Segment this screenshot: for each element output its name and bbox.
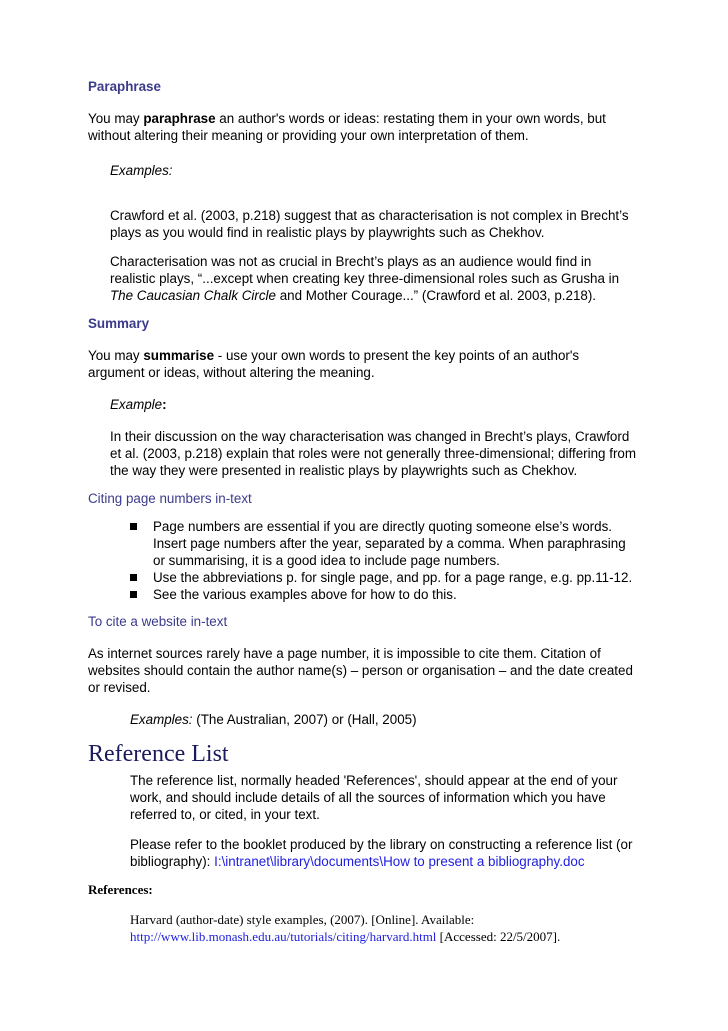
summary-intro-line1: You may summarise - use your own words to present the key points of an author's — [88, 348, 580, 363]
reference-list-p2-line2: bibliography): I:\intranet\library\documents\How to present a bibliography.doc — [130, 854, 585, 869]
citing-page-numbers-heading: Citing page numbers in-text — [88, 491, 252, 506]
summary-example-line3: the way they were presented in realistic plays by playwrights such as Chekhov. — [110, 463, 578, 478]
paraphrase-heading: Paraphrase — [88, 79, 161, 94]
reference-entry-line1: Harvard (author-date) style examples, (2007). [Online]. Available: — [130, 912, 475, 927]
paraphrase-example2-line2: realistic plays, “...except when creating key three-dimensional roles such as Grusha in — [110, 271, 620, 286]
bullet-text-line: or summarising, it is a good idea to include page numbers. — [153, 553, 500, 568]
website-line1: As internet sources rarely have a page number, it is impossible to cite them. Citation of — [88, 646, 601, 661]
bibliography-doc-link[interactable]: I:\intranet\library\documents\How to present a bibliography.doc — [214, 854, 585, 869]
website-examples: Examples: (The Australian, 2007) or (Hall, 2005) — [130, 712, 417, 727]
reference-list-p1-line3: referred to, or cited, in your text. — [130, 807, 320, 822]
reference-entry-line2: http://www.lib.monash.edu.au/tutorials/citing/harvard.html [Accessed: 22/5/2007]. — [130, 929, 561, 944]
summary-intro-line2: argument or ideas, without altering the meaning. — [88, 365, 375, 380]
summary-example-label: Example: — [110, 397, 167, 412]
website-line2: websites should contain the author name(s) – person or organisation – and the date created — [88, 663, 633, 678]
bullet-text-line: See the various examples above for how to do this. — [153, 587, 457, 602]
paraphrase-intro-line2: without altering their meaning or providing your own interpretation of them. — [88, 128, 529, 143]
website-heading: To cite a website in-text — [88, 614, 228, 629]
paraphrase-example1-line2: plays as you would find in realistic plays by playwrights such as Chekhov. — [110, 225, 545, 240]
bullet-text-line: Insert page numbers after the year, separated by a comma. When paraphrasing — [153, 536, 626, 551]
bullet-text-line: Use the abbreviations p. for single page, and pp. for a page range, e.g. pp.11-12. — [153, 570, 633, 585]
reference-list-p1-line2: work, and should include details of all the sources of information which you have — [130, 790, 606, 805]
monash-harvard-link[interactable]: http://www.lib.monash.edu.au/tutorials/citing/harvard.html — [130, 929, 437, 944]
summary-heading: Summary — [88, 316, 150, 331]
paraphrase-example1-line1: Crawford et al. (2003, p.218) suggest that as characterisation is not complex in Brecht’s — [110, 208, 629, 223]
citing-bullet-list — [130, 518, 670, 602]
bullet-icon — [130, 574, 137, 581]
bullet-text-line: Page numbers are essential if you are directly quoting someone else’s words. — [153, 519, 613, 534]
reference-list-p2-line1: Please refer to the booklet produced by the library on constructing a reference list (or — [130, 837, 633, 852]
paraphrase-example2-line1: Characterisation was not as crucial in Brecht’s plays as an audience would find in — [110, 254, 592, 269]
paraphrase-intro-line1: You may paraphrase an author's words or ideas: restating them in your own words, but — [88, 111, 606, 126]
bullet-icon — [130, 591, 137, 598]
summary-example-line1: In their discussion on the way characterisation was changed in Brecht’s plays, Crawford — [110, 429, 630, 444]
reference-list-p1-line1: The reference list, normally headed 'References', should appear at the end of your — [130, 773, 618, 788]
summary-example-line2: et al. (2003, p.218) explain that roles were not generally three-dimensional; differing from — [110, 446, 637, 461]
paraphrase-example2-line3: The Caucasian Chalk Circle and Mother Courage...” (Crawford et al. 2003, p.218). — [110, 288, 597, 303]
bullet-icon — [130, 523, 137, 530]
paraphrase-examples-label: Examples: — [110, 163, 173, 178]
references-heading: References: — [88, 882, 153, 897]
reference-list-heading: Reference List — [88, 741, 229, 767]
website-line3: or revised. — [88, 680, 151, 695]
